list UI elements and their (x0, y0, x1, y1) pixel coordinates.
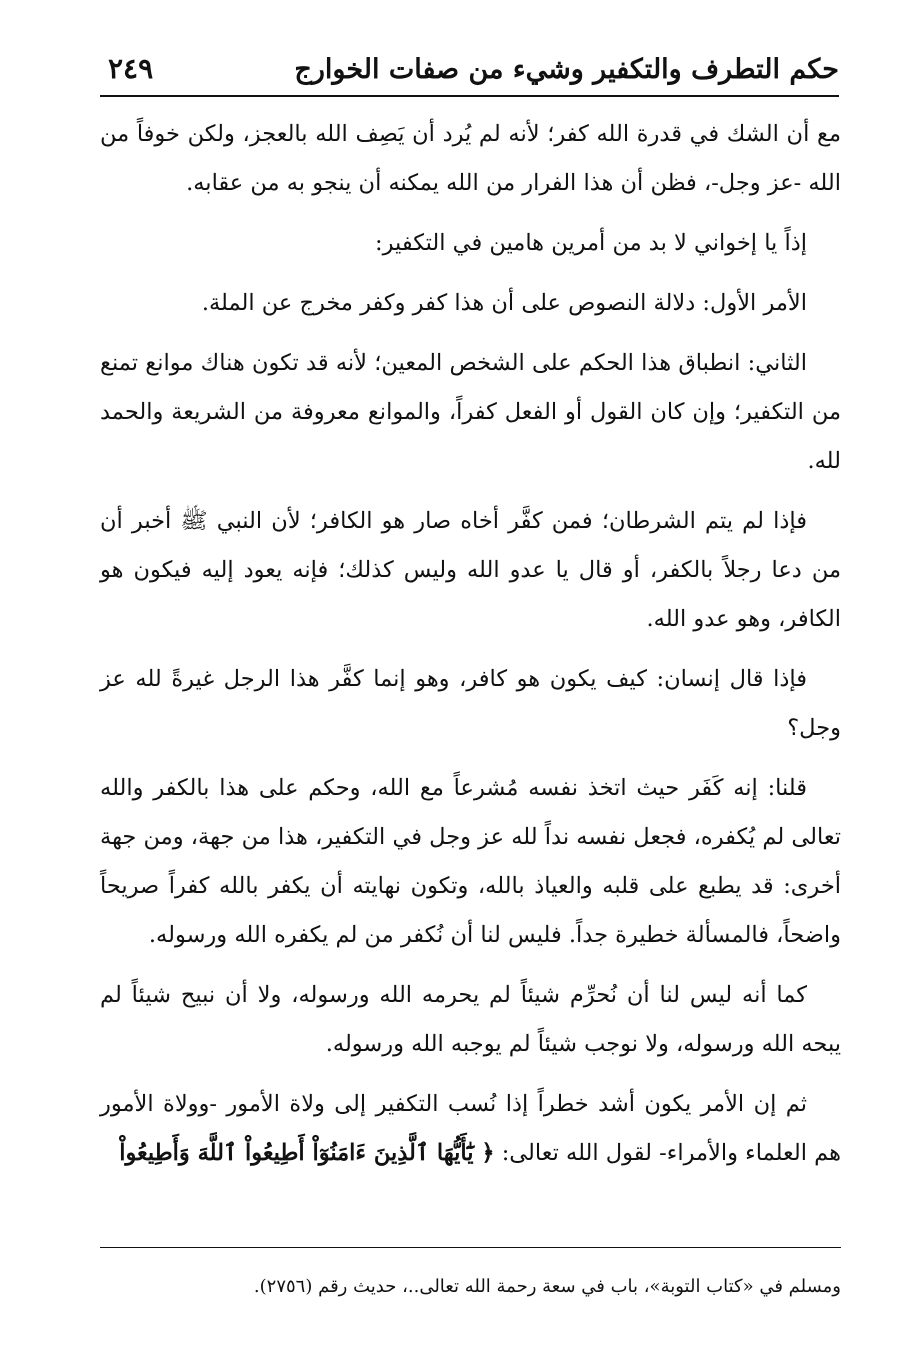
paragraph-2: إذاً يا إخواني لا بد من أمرين هامين في التكفير: (375, 230, 807, 256)
page-number: ٢٤٩ (108, 52, 154, 85)
quran-verse-fragment: ﴿ يَٰٓأَيُّهَا ٱلَّذِينَ ءَامَنُوٓاْ أَطِيعُواْ ٱللَّهَ وَأَطِيعُواْ (119, 1140, 495, 1166)
paragraph-8: كما أنه ليس لنا أن نُحرِّم شيئاً لم يحرمه الله ورسوله، ولا أن نبيح شيئاً لم يبحه الله ورسوله، ولا نوجب شيئاً لم يوجبه الله ورسوله. (100, 982, 841, 1057)
paragraph-7: قلنا: إنه كَفَر حيث اتخذ نفسه مُشرعاً مع الله، وحكم على هذا بالكفر والله تعالى لم يُكفره، فجعل نفسه نداً لله عز وجل في التكفير، هذا من جهة، ومن جهة أخرى: قد يطبع على قلبه والعياذ بالله، وتكون نهايته أن يكفر بالله كفراً صريحاً واضحاً، فالمسألة خطيرة جداً. فليس لنا أن نُكفر من لم يكفره الله ورسوله. (100, 775, 841, 948)
paragraph-1: مع أن الشك في قدرة الله كفر؛ لأنه لم يُرد أن يَصِف الله بالعجز، ولكن خوفاً من الله -عز وجل-، فظن أن هذا الفرار من الله يمكنه أن ينجو به من عقابه. (100, 121, 841, 196)
paragraph-4: الثاني: انطباق هذا الحكم على الشخص المعين؛ لأنه قد تكون هناك موانع تمنع من التكفير؛ وإن كان القول أو الفعل كفراً، والموانع معروفة من الشريعة والحمد لله. (100, 350, 841, 474)
header-divider (100, 95, 839, 97)
running-title: حكم التطرف والتكفير وشيء من صفات الخوارج (294, 54, 839, 85)
paragraph-5: فإذا لم يتم الشرطان؛ فمن كفَّر أخاه صار هو الكافر؛ لأن النبي ﷺ أخبر أن من دعا رجلاً بالكفر، أو قال يا عدو الله وليس كذلك؛ فإنه يعود إليه فيكون هو الكافر، وهو عدو الله. (100, 508, 841, 632)
body-text (100, 110, 841, 1189)
paragraph-9 (100, 1080, 841, 1178)
paragraph-6: فإذا قال إنسان: كيف يكون هو كافر، وهو إنما كفَّر هذا الرجل غيرةً لله عز وجل؟ (100, 666, 841, 741)
footnote-divider (100, 1247, 841, 1248)
page-header (100, 48, 839, 94)
paragraph-9-text: ثم إن الأمر يكون أشد خطراً إذا نُسب التكفير إلى ولاة الأمور -وولاة الأمور هم العلماء والأمراء- لقول الله تعالى: (100, 1091, 841, 1166)
footnote: ومسلم في «كتاب التوبة»، باب في سعة رحمة الله تعالى..، حديث رقم (٢٧٥٦). (253, 1276, 841, 1297)
paragraph-3: الأمر الأول: دلالة النصوص على أن هذا كفر وكفر مخرج عن الملة. (201, 290, 807, 316)
